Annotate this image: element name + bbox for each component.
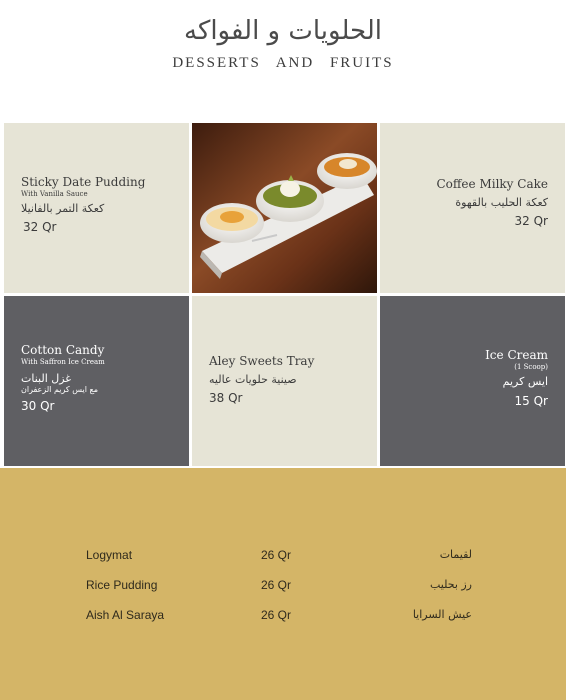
list-item-price: 26 Qr — [261, 548, 292, 562]
item-subtitle-arabic: مع ايس كريم الزعفران — [21, 385, 98, 395]
item-sticky-date-pudding — [4, 123, 189, 293]
list-item — [0, 608, 566, 628]
dessert-image — [192, 123, 377, 293]
item-price: 30 Qr — [21, 398, 55, 413]
item-price: 32 Qr — [514, 214, 548, 229]
item-price: 38 Qr — [209, 391, 243, 406]
menu-header — [0, 0, 566, 110]
item-name: Ice Cream — [485, 348, 548, 362]
item-subtitle: With Vanilla Sauce — [21, 189, 88, 198]
item-name: Coffee Milky Cake — [436, 177, 548, 191]
item-subtitle: With Saffron Ice Cream — [21, 357, 105, 366]
item-ice-cream — [380, 296, 565, 466]
list-item-name: Aish Al Saraya — [86, 608, 165, 622]
item-subtitle: (1 Scoop) — [514, 362, 548, 371]
title-arabic: الحلويات و الفواكه — [184, 16, 382, 46]
list-item-price: 26 Qr — [261, 578, 292, 592]
list-item-name: Rice Pudding — [86, 578, 158, 592]
item-aley-sweets-tray — [192, 296, 377, 466]
more-desserts-list — [0, 468, 566, 700]
item-name: Sticky Date Pudding — [21, 175, 146, 189]
item-price: 15 Qr — [514, 394, 548, 409]
list-item-price: 26 Qr — [261, 608, 292, 622]
list-item — [0, 578, 566, 598]
item-name: Cotton Candy — [21, 343, 105, 357]
item-coffee-milky-cake — [380, 123, 565, 293]
list-item-name-arabic: لقيمات — [439, 548, 472, 561]
item-price: 32 Qr — [23, 220, 57, 235]
item-name-arabic: ايس كريم — [502, 374, 548, 388]
item-name-arabic: كعكة التمر بالفانيلا — [21, 201, 105, 215]
item-name-arabic: كعكة الحليب بالقهوة — [455, 195, 548, 209]
title-english: DESSERTS AND FRUITS — [172, 55, 394, 71]
list-item-name: Logymat — [86, 548, 133, 562]
list-item — [0, 548, 566, 568]
item-name-arabic: صينية حلويات عاليه — [209, 372, 297, 386]
item-name: Aley Sweets Tray — [209, 354, 315, 368]
item-cotton-candy — [4, 296, 189, 466]
dessert-photo — [192, 123, 377, 293]
item-name-arabic: غزل البنات — [21, 371, 72, 385]
list-item-name-arabic: عيش السرايا — [412, 608, 472, 621]
list-item-name-arabic: رز بحليب — [429, 578, 472, 591]
